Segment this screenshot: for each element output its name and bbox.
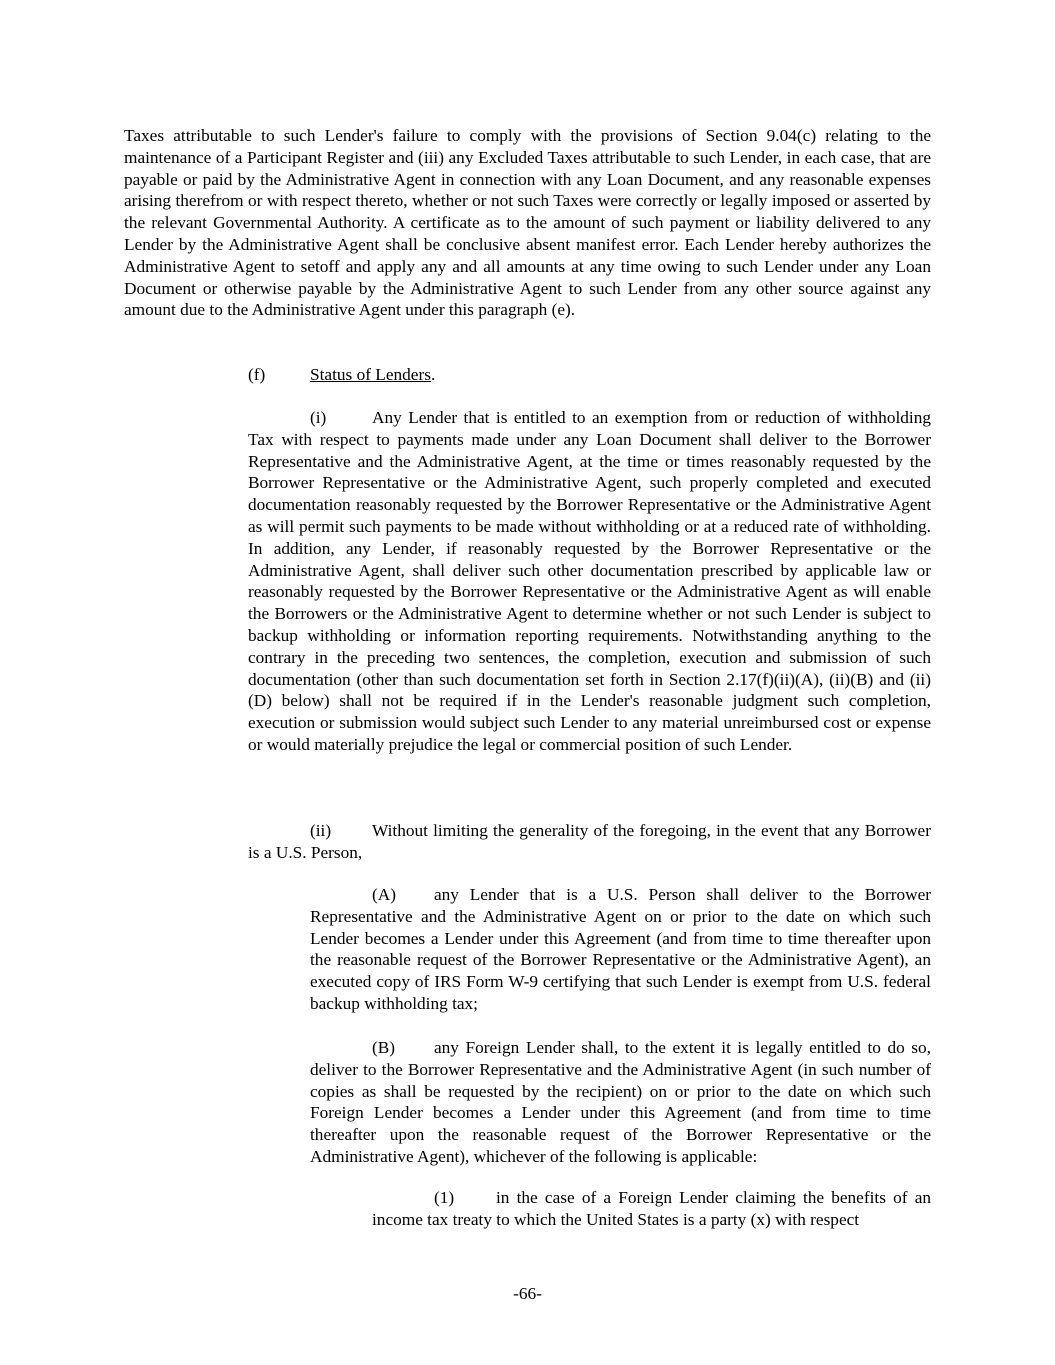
clause-i-marker: (i) [310, 408, 327, 427]
clause-B-text: any Foreign Lender shall, to the extent it is legally entitled to do so, deliver to the Borrower Representative and the Administrative Agent (in such number of copies as shall be requested by the recipient) on or prior to the date on which such Foreign Lender becomes a Lender under this Agreement (and from time to time thereafter upon the reasonable request of the Borrower Representative or the Administrative Agent), whichever of the following is applicable: [310, 1038, 931, 1166]
clause-1-paragraph [372, 1187, 931, 1231]
clause-B-marker: (B) [372, 1038, 396, 1057]
section-f-title: Status of Lenders [310, 365, 431, 384]
clause-ii-paragraph [248, 820, 931, 864]
section-f-marker: (f) [248, 365, 266, 384]
section-f-heading [248, 364, 931, 386]
clause-i-text: Any Lender that is entitled to an exemption from or reduction of withholding Tax with respect to payments made under any Loan Document shall deliver to the Borrower Representative and the Administrative Agent, at the time or times reasonably requested by the Borrower Representative or the Administrative Agent, such properly completed and executed documentation reasonably requested by the Borrower Representative or the Administrative Agent as will permit such payments to be made without withholding or at a reduced rate of withholding. In addition, any Lender, if reasonably requested by the Borrower Representative or the Administrative Agent, shall deliver such other documentation prescribed by applicable law or reasonably requested by the Borrower Representative or the Administrative Agent as will enable the Borrowers or the Administrative Agent to determine whether or not such Lender is subject to backup withholding or information reporting requirements. Notwithstanding anything to the contrary in the preceding two sentences, the completion, execution and submission of such documentation (other than such documentation set forth in Section 2.17(f)(ii)(A), (ii)(B) and (ii)(D) below) shall not be required if in the Lender's reasonable judgment such completion, execution or submission would subject such Lender to any material unreimbursed cost or expense or would materially prejudice the legal or commercial position of such Lender. [248, 408, 931, 754]
clause-i-paragraph [248, 407, 931, 756]
page-number: -66- [513, 1284, 542, 1303]
clause-1-marker: (1) [434, 1188, 455, 1207]
intro-paragraph: Taxes attributable to such Lender's failure to comply with the provisions of Section 9.04(c) relating to the maintenance of a Participant Register and (iii) any Excluded Taxes attributable to such Lender, in each case, that are payable or paid by the Administrative Agent in connection with any Loan Document, and any reasonable expenses arising therefrom or with respect thereto, whether or not such Taxes were correctly or legally imposed or asserted by the relevant Governmental Authority. A certificate as to the amount of such payment or liability delivered to any Lender by the Administrative Agent shall be conclusive absent manifest error. Each Lender hereby authorizes the Administrative Agent to setoff and apply any and all amounts at any time owing to such Lender under any Loan Document or otherwise payable by the Administrative Agent to such Lender from any other source against any amount due to the Administrative Agent under this paragraph (e). [124, 126, 931, 320]
section-f-title-suffix: . [430, 365, 436, 384]
clause-B-paragraph [310, 1037, 931, 1168]
clause-ii-text: Without limiting the generality of the foregoing, in the event that any Borrower is a U.S. Person, [248, 821, 931, 862]
clause-ii-marker: (ii) [310, 821, 332, 840]
clause-A-text: any Lender that is a U.S. Person shall deliver to the Borrower Representative and the Administrative Agent on or prior to the date on which such Lender becomes a Lender under this Agreement (and from time to time thereafter upon the reasonable request of the Borrower Representative or the Administrative Agent), an executed copy of IRS Form W-9 certifying that such Lender is exempt from U.S. federal backup withholding tax; [310, 885, 931, 1013]
clause-A-marker: (A) [372, 885, 396, 904]
clause-A-paragraph [310, 884, 931, 1015]
clause-1-text: in the case of a Foreign Lender claiming the benefits of an income tax treaty to which the United States is a party (x) with respect [372, 1188, 931, 1229]
